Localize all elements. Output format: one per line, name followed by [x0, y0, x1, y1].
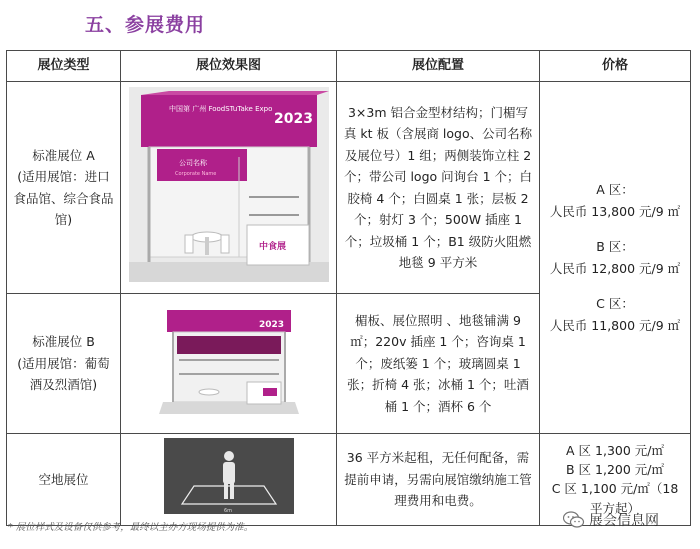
price-zone-b-value: 人民币 12,800 元/9 ㎡	[549, 260, 681, 276]
footnote: * 展位样式及设备仅供参考，最终以主办方现场提供为准。	[8, 522, 254, 533]
standard-booth-a-image	[129, 87, 329, 282]
pricing-table	[6, 50, 691, 526]
header-booth-config: 展位配置	[337, 51, 540, 82]
price-zone-c-label: C 区：	[596, 296, 634, 311]
table-header-row	[7, 51, 691, 82]
header-booth-type: 展位类型	[7, 51, 121, 82]
price-zone-a-value: 人民币 13,800 元/9 ㎡	[549, 203, 681, 219]
booth-image-cell	[121, 434, 337, 526]
standard-price-cell	[540, 82, 691, 434]
booth-type-name: 标准展位 B	[32, 334, 95, 350]
price-zone-b-label: B 区：	[596, 239, 634, 254]
watermark-text: 展会信息网	[589, 513, 659, 529]
raw-space-label: 6m	[223, 508, 232, 514]
raw-price-zone-b: B 区 1,200 元/㎡	[566, 461, 664, 477]
booth-type-note: (适用展馆：进口食品馆、综合食品馆)	[13, 169, 114, 227]
price-zone-a-label: A 区：	[596, 182, 634, 197]
header-booth-image: 展位效果图	[121, 51, 337, 82]
price-zone-c-value: 人民币 11,800 元/9 ㎡	[549, 317, 681, 333]
watermark	[563, 510, 659, 530]
table-row	[7, 82, 691, 294]
booth-type-name: 标准展位 A	[32, 147, 95, 163]
booth-type-note: (适用展馆：葡萄酒及烈酒馆)	[17, 355, 110, 393]
booth-config-cell: 36 平方米起租，无任何配备，需提前申请，另需向展馆缴纳施工管理费用和电费。	[337, 434, 540, 526]
raw-price-zone-a: A 区 1,300 元/㎡	[566, 442, 664, 458]
section-title: 五、参展费用	[85, 14, 206, 36]
booth-type-cell	[7, 294, 121, 434]
raw-space-image	[164, 438, 294, 514]
raw-price-zone-c: C 区 1,100 元/㎡（18 平方起）	[551, 481, 679, 516]
fascia-year-text: 2023	[273, 110, 313, 127]
header-price: 价格	[540, 51, 691, 82]
booth-config-cell: 楣板、展位照明 、地毯铺满 9㎡；220v 插座 1 个；咨询桌 1 个；废纸篓 1 个；玻璃圆桌 1 张；折椅 4 张；冰桶 1 个；吐酒桶 1 个；酒杯 6 个	[337, 294, 540, 434]
fascia-logo-text: 中国第 广州 FoodSTuTake Expo	[168, 104, 272, 113]
booth-config-cell: 3×3m 铝合金型材结构；门楣写真 kt 板（含展商 logo、公司名称及展位号）1 组；两侧装饰立柱 2 个；带公司 logo 问询台 1 个；白胶椅 4 个；白圆桌 1 张；层板 2 个；射灯 3 个；500W 插座 1 个；垃圾桶 1 个；B1 级防火阻燃地毯 9 平方米	[337, 82, 540, 294]
wechat-icon	[563, 511, 585, 529]
standard-booth-b-image	[159, 300, 299, 420]
desk-logo-text: 中食展	[258, 241, 286, 252]
booth-image-cell	[121, 82, 337, 294]
booth-type-cell	[7, 82, 121, 294]
booth-image-cell	[121, 294, 337, 434]
name-plate-sub: Corporate Name	[174, 170, 216, 177]
booth-type-name: 空地展位	[38, 471, 89, 487]
booth-type-cell	[7, 434, 121, 526]
fascia-year-text: 2023	[258, 320, 284, 331]
name-plate-text: 公司名称	[178, 158, 207, 167]
